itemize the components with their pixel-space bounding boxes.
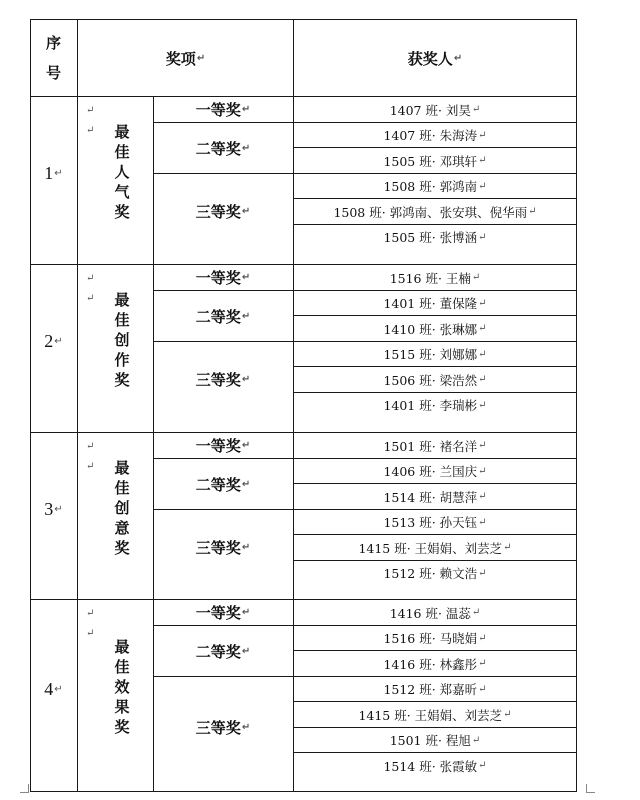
prize-level-label: 三等奖 bbox=[195, 371, 241, 390]
paragraph-mark-icon: ↵ bbox=[241, 104, 251, 116]
prize-level-label: 二等奖 bbox=[195, 475, 241, 494]
paragraph-mark-icon: ↵ bbox=[86, 441, 95, 452]
winner-name: 1506 班· 梁浩然 bbox=[383, 372, 478, 388]
winner-cell bbox=[294, 677, 576, 702]
paragraph-mark-icon: ↵ bbox=[478, 323, 487, 334]
award-category bbox=[78, 265, 152, 418]
paragraph-mark-icon: ↵ bbox=[241, 607, 251, 619]
group-number bbox=[30, 600, 77, 779]
paragraph-mark-icon: ↵ bbox=[86, 273, 95, 284]
winner-name: 1514 班· 张霞敏 bbox=[383, 758, 478, 774]
winner-name: 1505 班· 张博涵 bbox=[383, 230, 478, 245]
paragraph-mark-icon: ↵ bbox=[478, 683, 487, 695]
winner-name: 1416 班· 温蕊 bbox=[389, 605, 471, 621]
paragraph-mark-icon: ↵ bbox=[478, 374, 487, 385]
header-winner bbox=[294, 20, 576, 96]
paragraph-mark-icon: ↵ bbox=[478, 760, 487, 771]
paragraph-mark-icon: ↵ bbox=[54, 504, 63, 515]
winner-cell bbox=[294, 433, 576, 458]
paragraph-mark-icon: ↵ bbox=[478, 129, 487, 141]
award-category bbox=[78, 433, 152, 586]
prize-level bbox=[154, 510, 292, 587]
winner-name: 1512 班· 赖文浩 bbox=[383, 566, 478, 581]
paragraph-mark-icon: ↵ bbox=[478, 465, 487, 477]
paragraph-mark-icon: ↵ bbox=[471, 607, 481, 618]
group-number-value: 4 bbox=[44, 678, 54, 699]
winner-cell bbox=[294, 535, 576, 560]
paragraph-mark-icon: ↵ bbox=[503, 709, 512, 720]
prize-level-label: 三等奖 bbox=[195, 719, 241, 737]
paragraph-mark-icon: ↵ bbox=[478, 180, 487, 192]
page-corner-mark bbox=[586, 784, 595, 793]
table-border-bottom bbox=[30, 791, 576, 792]
winner-name: 1515 班· 刘娜娜 bbox=[383, 347, 478, 362]
winner-name: 1516 班· 马晓娟 bbox=[383, 631, 478, 646]
winner-cell bbox=[294, 174, 576, 199]
paragraph-mark-icon: ↵ bbox=[54, 336, 63, 347]
winner-cell bbox=[294, 291, 576, 316]
prize-level-label: 二等奖 bbox=[195, 642, 241, 661]
winner-name: 1505 班· 邓琪轩 bbox=[383, 153, 478, 169]
winner-name: 1415 班· 王娟娟、刘芸芝 bbox=[358, 540, 503, 556]
paragraph-mark-icon: ↵ bbox=[453, 52, 463, 64]
paragraph-mark-icon: ↵ bbox=[241, 478, 251, 490]
prize-level bbox=[154, 677, 292, 779]
winner-cell bbox=[294, 600, 576, 625]
winner-cell bbox=[294, 316, 576, 341]
paragraph-mark-icon: ↵ bbox=[478, 231, 487, 243]
paragraph-mark-icon: ↵ bbox=[478, 516, 487, 528]
prize-level-label: 一等奖 bbox=[195, 101, 241, 120]
winner-cell bbox=[294, 199, 576, 224]
winner-cell bbox=[294, 367, 576, 392]
header-seq-line2: 号 bbox=[45, 64, 61, 82]
paragraph-mark-icon: ↵ bbox=[478, 399, 487, 411]
header-award bbox=[78, 20, 293, 96]
page-corner-mark bbox=[20, 784, 29, 793]
winner-cell bbox=[294, 651, 576, 676]
winner-name: 1407 班· 朱海涛 bbox=[383, 128, 478, 143]
group-number bbox=[30, 433, 77, 586]
winner-cell bbox=[294, 225, 576, 250]
winner-cell bbox=[294, 561, 576, 586]
award-category bbox=[78, 97, 152, 250]
paragraph-mark-icon: ↵ bbox=[54, 683, 63, 695]
prize-level bbox=[154, 265, 292, 291]
paragraph-mark-icon: ↵ bbox=[241, 310, 251, 322]
winner-name: 1501 班· 褚名洋 bbox=[383, 438, 478, 454]
winner-cell bbox=[294, 484, 576, 509]
header-winner-label: 获奖人 bbox=[407, 49, 453, 68]
paragraph-mark-icon: ↵ bbox=[241, 645, 251, 657]
group-number bbox=[30, 265, 77, 418]
paragraph-mark-icon: ↵ bbox=[241, 374, 251, 386]
winner-name: 1410 班· 张琳娜 bbox=[383, 321, 478, 337]
paragraph-mark-icon: ↵ bbox=[478, 567, 487, 579]
paragraph-mark-icon: ↵ bbox=[241, 272, 251, 284]
group-number-value: 3 bbox=[44, 499, 54, 519]
prize-level bbox=[154, 433, 292, 459]
header-seq bbox=[30, 20, 77, 96]
group-number-value: 1 bbox=[44, 163, 54, 183]
winner-name: 1416 班· 林鑫彤 bbox=[383, 656, 478, 672]
prize-level-label: 一等奖 bbox=[195, 437, 241, 456]
paragraph-mark-icon: ↵ bbox=[528, 206, 537, 217]
winner-cell bbox=[294, 97, 576, 122]
award-category-label: 最佳人气奖 bbox=[112, 123, 131, 224]
winner-cell bbox=[294, 728, 576, 753]
prize-level-label: 一等奖 bbox=[195, 604, 241, 623]
paragraph-mark-icon: ↵ bbox=[241, 440, 251, 452]
prize-level bbox=[154, 291, 292, 342]
winner-name: 1508 班· 郭鸿南 bbox=[383, 179, 478, 194]
paragraph-mark-icon: ↵ bbox=[503, 542, 512, 553]
winner-name: 1516 班· 王楠 bbox=[389, 270, 471, 286]
paragraph-mark-icon: ↵ bbox=[478, 658, 487, 669]
winner-name: 1514 班· 胡慧萍 bbox=[383, 489, 478, 505]
paragraph-mark-icon: ↵ bbox=[471, 104, 481, 115]
paragraph-mark-icon: ↵ bbox=[471, 272, 481, 283]
winner-cell bbox=[294, 459, 576, 484]
prize-level-label: 一等奖 bbox=[195, 269, 241, 288]
winner-cell bbox=[294, 148, 576, 173]
winner-name: 1512 班· 郑嘉昕 bbox=[383, 682, 478, 697]
prize-level-label: 二等奖 bbox=[195, 139, 241, 158]
winner-name: 1513 班· 孙天钰 bbox=[383, 515, 478, 530]
header-award-label: 奖项 bbox=[165, 49, 196, 68]
prize-level-label: 三等奖 bbox=[195, 203, 241, 222]
paragraph-mark-icon: ↵ bbox=[478, 155, 487, 166]
paragraph-mark-icon: ↵ bbox=[241, 142, 251, 154]
winner-cell bbox=[294, 626, 576, 651]
group-number bbox=[30, 97, 77, 250]
prize-level bbox=[154, 626, 292, 677]
paragraph-mark-icon: ↵ bbox=[196, 52, 206, 64]
paragraph-mark-icon: ↵ bbox=[86, 293, 95, 304]
winner-name: 1406 班· 兰国庆 bbox=[383, 464, 478, 479]
header-seq-line1: 序 bbox=[45, 34, 61, 52]
prize-level bbox=[154, 342, 292, 419]
prize-level bbox=[154, 459, 292, 510]
prize-level bbox=[154, 97, 292, 123]
award-category-label: 最佳创意奖 bbox=[112, 459, 131, 560]
award-category-label: 最佳效果奖 bbox=[112, 639, 131, 740]
award-category bbox=[78, 600, 152, 779]
paragraph-mark-icon: ↵ bbox=[86, 105, 95, 116]
winner-name: 1501 班· 程旭 bbox=[389, 733, 471, 748]
winner-cell bbox=[294, 702, 576, 727]
winner-cell bbox=[294, 753, 576, 778]
winner-name: 1407 班· 刘昊 bbox=[389, 102, 471, 118]
paragraph-mark-icon: ↵ bbox=[478, 297, 487, 309]
paragraph-mark-icon: ↵ bbox=[241, 542, 251, 554]
prize-level bbox=[154, 123, 292, 174]
prize-level-label: 二等奖 bbox=[195, 307, 241, 326]
award-category-label: 最佳创作奖 bbox=[112, 291, 131, 392]
paragraph-mark-icon: ↵ bbox=[86, 461, 95, 472]
paragraph-mark-icon: ↵ bbox=[54, 168, 63, 179]
prize-level-label: 三等奖 bbox=[195, 539, 241, 558]
paragraph-mark-icon: ↵ bbox=[471, 734, 481, 746]
paragraph-mark-icon: ↵ bbox=[241, 722, 251, 733]
winner-cell bbox=[294, 342, 576, 367]
paragraph-mark-icon: ↵ bbox=[478, 440, 487, 451]
paragraph-mark-icon: ↵ bbox=[478, 491, 487, 502]
prize-level bbox=[154, 600, 292, 626]
paragraph-mark-icon: ↵ bbox=[241, 206, 251, 218]
winner-cell bbox=[294, 510, 576, 535]
winner-cell bbox=[294, 123, 576, 148]
paragraph-mark-icon: ↵ bbox=[86, 628, 95, 639]
winner-name: 1401 班· 李瑞彬 bbox=[383, 398, 478, 413]
table-border-right bbox=[576, 19, 577, 792]
paragraph-mark-icon: ↵ bbox=[86, 608, 95, 619]
paragraph-mark-icon: ↵ bbox=[478, 348, 487, 360]
prize-level bbox=[154, 174, 292, 251]
winner-name: 1401 班· 董保隆 bbox=[383, 296, 478, 311]
winner-name: 1415 班· 王娟娟、刘芸芝 bbox=[358, 707, 503, 723]
paragraph-mark-icon: ↵ bbox=[478, 632, 487, 644]
winner-cell bbox=[294, 265, 576, 290]
group-number-value: 2 bbox=[44, 331, 54, 351]
paragraph-mark-icon: ↵ bbox=[86, 125, 95, 136]
winner-cell bbox=[294, 393, 576, 418]
winner-name: 1508 班· 郭鸿南、张安琪、倪华雨 bbox=[333, 204, 528, 220]
